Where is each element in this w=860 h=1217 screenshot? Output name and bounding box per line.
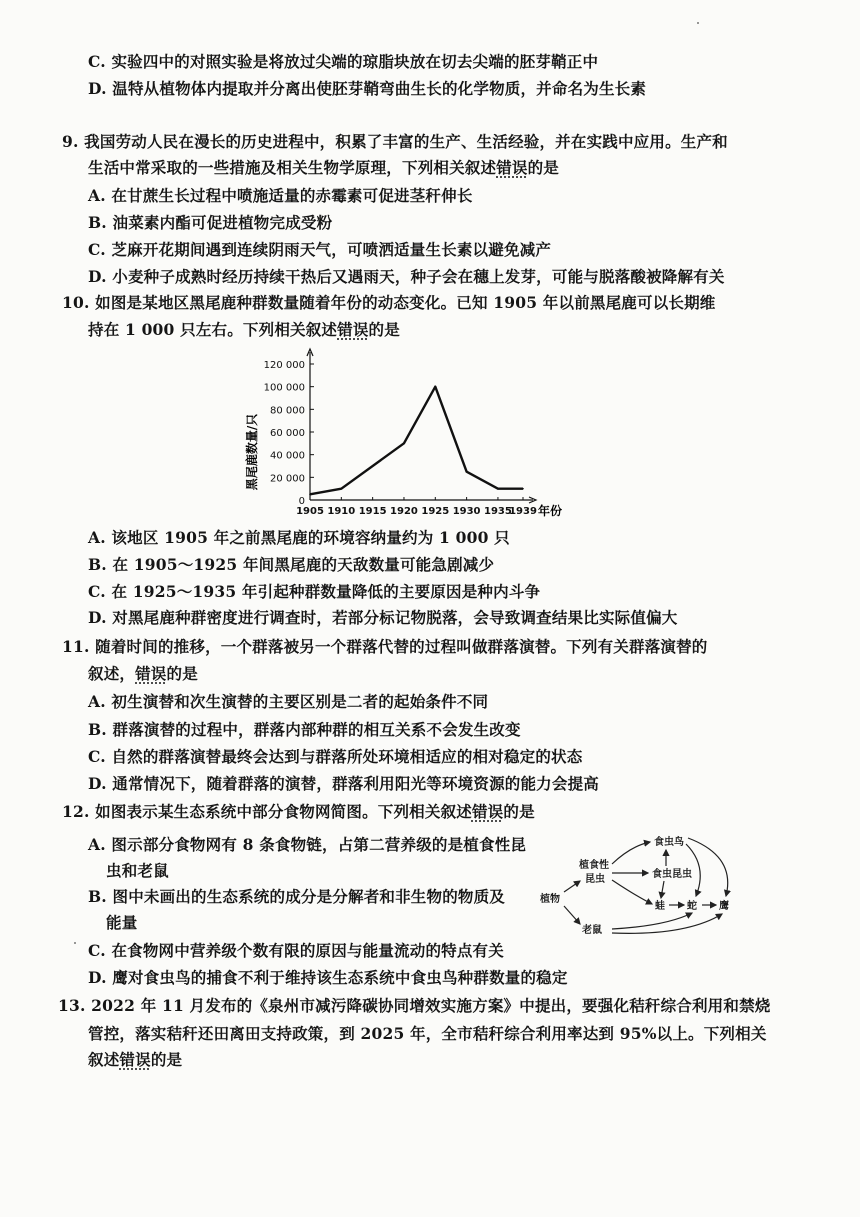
q11-stem-line2: 叙述，错误的是 <box>88 664 198 683</box>
x-tick-label: 1939 <box>509 506 537 517</box>
data-point <box>466 471 468 473</box>
q9-emphasis: 错误 <box>496 158 528 177</box>
node-snake: 蛇 <box>687 901 697 912</box>
q9-option-a: A. 在甘蔗生长过程中喷施适量的赤霉素可促进茎秆伸长 <box>88 186 473 205</box>
food-web-diagram <box>536 826 746 941</box>
x-tick-label: 1920 <box>390 506 418 517</box>
q10-stem-line1: 10. 如图是某地区黑尾鹿种群数量随着年份的动态变化。已知 1905 年以前黑尾鹿可以长期维 <box>62 293 716 312</box>
data-point <box>522 488 524 490</box>
y-axis-label: 黑尾鹿数量/只 <box>245 413 259 491</box>
data-point <box>434 386 436 388</box>
scan-speck <box>697 22 699 24</box>
q10-emphasis: 错误 <box>337 320 369 339</box>
node-herbivorous-insect-2: 昆虫 <box>585 874 605 885</box>
data-point <box>497 488 499 490</box>
x-tick-label: 1925 <box>421 506 450 517</box>
node-mouse: 老鼠 <box>582 925 602 936</box>
q13-stem-line3: 叙述错误的是 <box>88 1050 183 1069</box>
x-tick-label: 1915 <box>358 506 387 517</box>
q12-option-c: C. 在食物网中营养级个数有限的原因与能量流动的特点有关 <box>88 941 504 960</box>
q9-stem-line2: 生活中常采取的一些措施及相关生物学原理，下列相关叙述错误的是 <box>88 158 560 177</box>
y-tick-label: 80 000 <box>270 405 305 417</box>
q8-option-d: D. 温特从植物体内提取并分离出使胚芽鞘弯曲生长的化学物质，并命名为生长素 <box>88 79 647 98</box>
q10-option-a: A. 该地区 1905 年之前黑尾鹿的环境容纳量约为 1 000 只 <box>88 528 510 547</box>
q11-option-a: A. 初生演替和次生演替的主要区别是二者的起始条件不同 <box>88 692 489 711</box>
q10-option-c: C. 在 1925～1935 年引起种群数量降低的主要原因是种内斗争 <box>88 582 541 601</box>
q12-option-b-line2: 能量 <box>106 913 138 932</box>
arrow-mouse-hawk <box>612 914 722 933</box>
node-insectivorous-insect: 食虫昆虫 <box>652 869 692 880</box>
q9-option-b: B. 油菜素内酯可促进植物完成受粉 <box>88 213 333 232</box>
q10-option-b: B. 在 1905～1925 年间黑尾鹿的天敌数量可能急剧减少 <box>88 555 495 574</box>
series-line <box>310 387 523 495</box>
chart-ticks <box>264 360 537 517</box>
arrow-plant-insect <box>564 881 580 892</box>
q11-emphasis: 错误 <box>135 664 167 683</box>
q11-option-d: D. 通常情况下，随着群落的演替，群落利用阳光等环境资源的能力会提高 <box>88 774 599 793</box>
x-tick-label: 1930 <box>452 506 481 517</box>
node-hawk: 鹰 <box>719 901 729 912</box>
node-frog: 蛙 <box>655 901 665 912</box>
data-point <box>341 488 343 490</box>
node-herbivorous-insect-1: 植食性 <box>579 860 609 871</box>
y-tick-label: 20 000 <box>270 473 305 485</box>
q13-stem-line2: 管控，落实秸秆还田离田支持政策，到 2025 年，全市秸秆综合利用率达到 95%以上。下列相关 <box>88 1024 767 1043</box>
q9-option-c: C. 芝麻开花期间遇到连续阴雨天气，可喷洒适量生长素以避免减产 <box>88 240 552 259</box>
x-tick-label: 1905 <box>296 506 324 517</box>
arrow-mouse-snake <box>612 913 692 929</box>
arrow-beetle-frog <box>661 881 664 898</box>
q8-option-c: C. 实验四中的对照实验是将放过尖端的琼脂块放在切去尖端的胚芽鞘正中 <box>88 52 599 71</box>
y-tick-label: 100 000 <box>263 382 305 394</box>
q12-option-a-line1: A. 图示部分食物网有 8 条食物链，占第二营养级的是植食性昆 <box>88 835 527 854</box>
q12-stem: 12. 如图表示某生态系统中部分食物网简图。下列相关叙述错误的是 <box>62 802 535 821</box>
y-tick-label: 0 <box>298 496 305 507</box>
y-tick-label: 40 000 <box>270 450 305 462</box>
arrow-insect-frog <box>612 880 652 904</box>
q10-stem-line2: 持在 1 000 只左右。下列相关叙述错误的是 <box>88 320 400 339</box>
data-point <box>403 443 405 445</box>
q11-option-c: C. 自然的群落演替最终会达到与群落所处环境相适应的相对稳定的状态 <box>88 747 583 766</box>
q12-option-d: D. 鹰对食虫鸟的捕食不利于维持该生态系统中食虫鸟种群数量的稳定 <box>88 968 568 987</box>
y-tick-label: 60 000 <box>270 428 305 439</box>
q12-option-b-line1: B. 图中未画出的生态系统的成分是分解者和非生物的物质及 <box>88 887 505 906</box>
deer-population-chart <box>238 340 568 525</box>
chart-axes <box>307 349 536 503</box>
q12-emphasis: 错误 <box>471 802 504 821</box>
scan-speck <box>74 942 76 944</box>
data-point <box>309 494 311 496</box>
arrow-insect-bird <box>612 842 650 864</box>
x-axis-label: 年份 <box>538 504 563 518</box>
node-plant: 植物 <box>540 894 560 905</box>
q11-stem-line1: 11. 随着时间的推移，一个群落被另一个群落代替的过程叫做群落演替。下列有关群落演替的 <box>62 637 708 656</box>
q13-emphasis: 错误 <box>119 1050 151 1069</box>
chart-series <box>309 386 524 495</box>
arrow-plant-mouse <box>564 906 580 924</box>
q11-option-b: B. 群落演替的过程中，群落内部种群的相互关系不会发生改变 <box>88 720 521 739</box>
arrow-bird-hawk <box>688 838 728 896</box>
q12-option-a-line2: 虫和老鼠 <box>106 861 169 880</box>
y-tick-label: 120 000 <box>263 360 305 371</box>
x-tick-label: 1910 <box>327 506 356 517</box>
q9-option-d: D. 小麦种子成熟时经历持续干热后又遇雨天，种子会在穗上发芽，可能与脱落酸被降解有关 <box>88 267 725 286</box>
q13-stem-line1: 13. 2022 年 11 月发布的《泉州市减污降碳协同增效实施方案》中提出，要强化秸秆综合利用和禁烧 <box>58 996 771 1015</box>
x-tick-label: 1935 <box>484 506 512 517</box>
q9-stem-line1: 9. 我国劳动人民在漫长的历史进程中，积累了丰富的生产、生活经验，并在实践中应用。生产和 <box>62 132 728 151</box>
node-insectivorous-bird: 食虫鸟 <box>654 837 684 848</box>
q10-option-d: D. 对黑尾鹿种群密度进行调查时，若部分标记物脱落，会导致调查结果比实际值偏大 <box>88 608 678 627</box>
